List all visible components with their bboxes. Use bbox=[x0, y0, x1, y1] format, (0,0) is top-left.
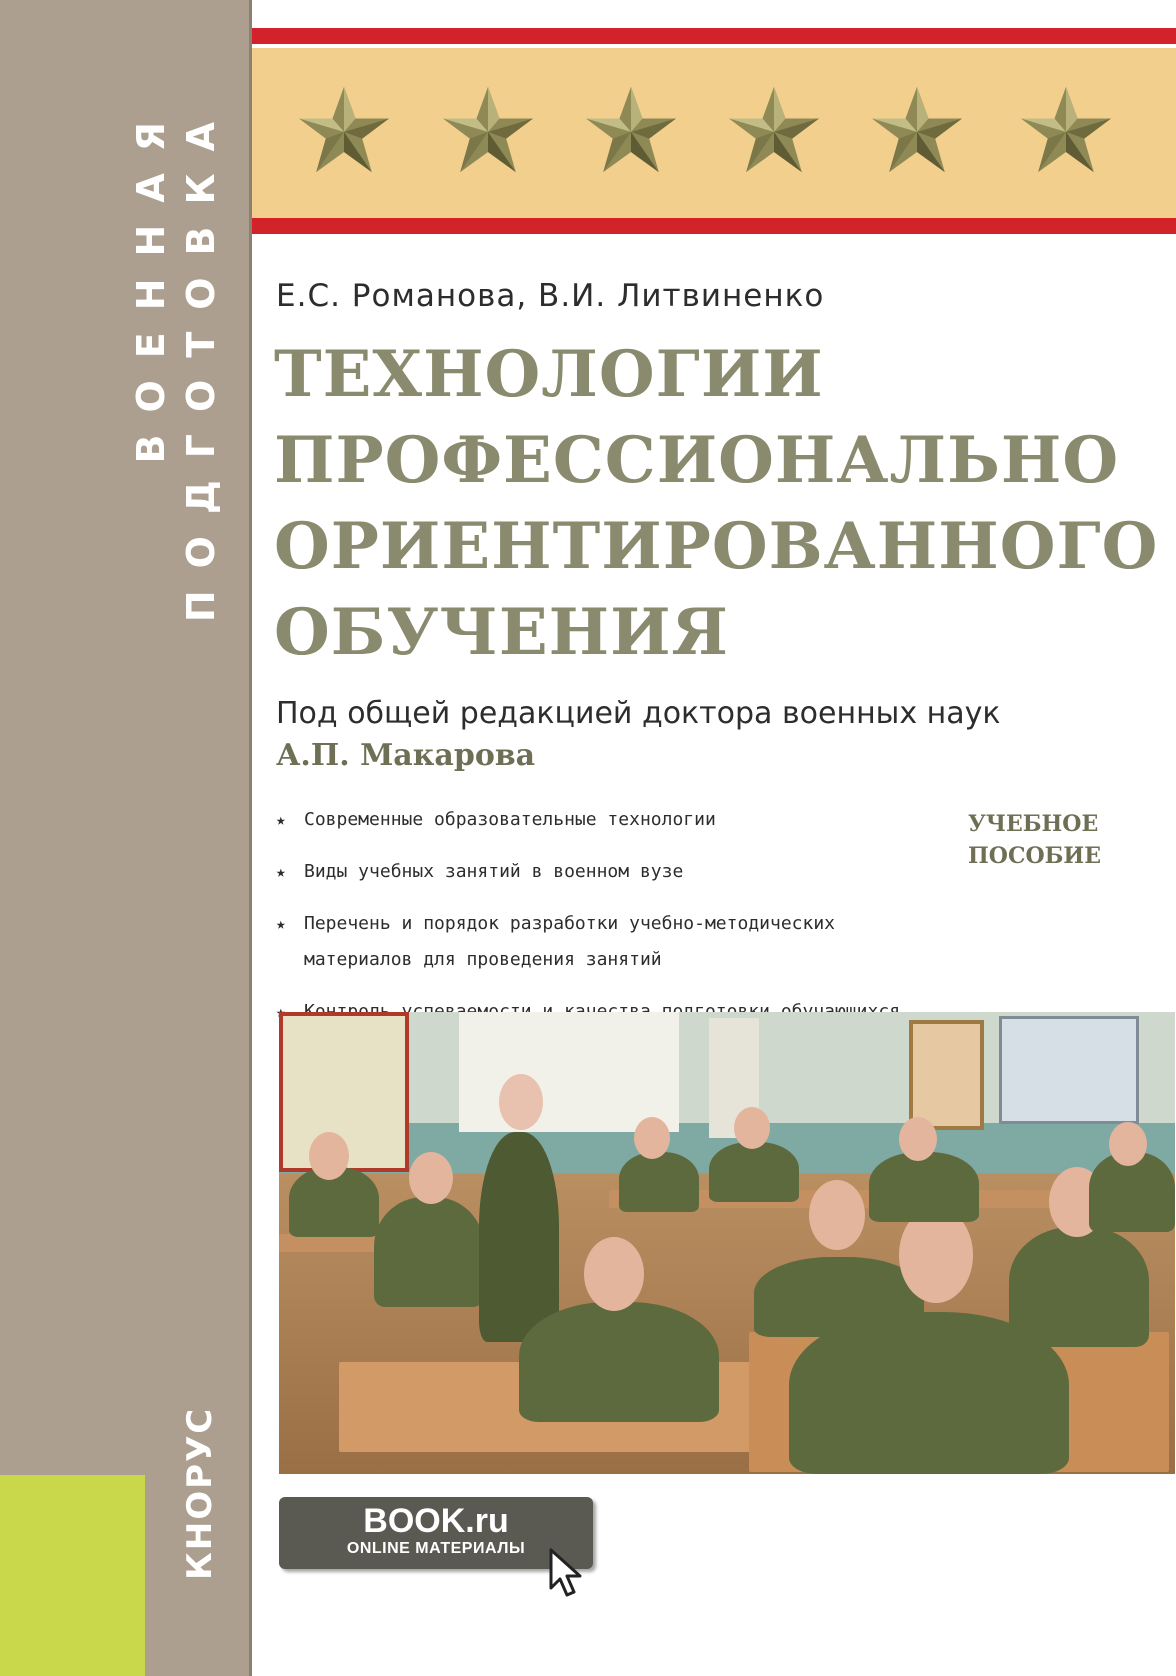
bookru-badge[interactable] bbox=[279, 1497, 593, 1569]
photo-person-head bbox=[409, 1152, 453, 1204]
photo-person bbox=[519, 1302, 719, 1422]
bookru-label: BOOK.ru bbox=[363, 1502, 509, 1540]
photo-person-head bbox=[734, 1107, 770, 1149]
photo-person-head bbox=[634, 1117, 670, 1159]
series-title-line1: ВОЕННАЯ bbox=[129, 100, 173, 464]
photo-person-head bbox=[899, 1117, 937, 1161]
feature-list bbox=[276, 802, 936, 1046]
photo-window bbox=[459, 1012, 679, 1132]
top-red-stripe bbox=[252, 28, 1176, 44]
photo-person-head bbox=[809, 1180, 865, 1250]
star-icon bbox=[869, 84, 965, 176]
editor-name: А.П. Макарова bbox=[276, 738, 536, 773]
authors: Е.С. Романова, В.И. Литвиненко bbox=[276, 278, 825, 314]
photo-person bbox=[619, 1152, 699, 1212]
cursor-icon bbox=[548, 1548, 584, 1598]
photo-person bbox=[374, 1197, 484, 1307]
photo-person bbox=[1009, 1227, 1149, 1347]
star-icon bbox=[583, 84, 679, 176]
spine-accent-block bbox=[0, 1475, 145, 1676]
series-title bbox=[126, 100, 236, 700]
book-title bbox=[274, 332, 1164, 676]
photo-person-head bbox=[584, 1237, 644, 1311]
star-icon bbox=[296, 84, 392, 176]
document-type-line: УЧЕБНОЕ bbox=[968, 811, 1099, 837]
document-type bbox=[968, 808, 1148, 872]
feature-item: ★ Виды учебных занятий в военном вузе bbox=[276, 854, 936, 890]
bottom-red-stripe bbox=[252, 218, 1176, 234]
star-icon bbox=[1018, 84, 1114, 176]
photo-person bbox=[869, 1152, 979, 1222]
document-type-line: ПОСОБИЕ bbox=[968, 843, 1101, 869]
book-title-line: ПРОФЕССИОНАЛЬНО bbox=[274, 423, 1120, 498]
series-title-line2: ПОДГОТОВКА bbox=[179, 100, 223, 623]
book-title-line: ТЕХНОЛОГИИ bbox=[274, 337, 824, 412]
classroom-photo bbox=[279, 1012, 1175, 1474]
photo-poster bbox=[999, 1016, 1139, 1124]
photo-person-head bbox=[1109, 1122, 1147, 1166]
publisher-name: КНОРУС bbox=[180, 1406, 220, 1580]
photo-person-head bbox=[499, 1074, 543, 1130]
bookru-sublabel: ONLINE МАТЕРИАЛЫ bbox=[346, 1540, 526, 1557]
star-icon bbox=[726, 84, 822, 176]
photo-poster bbox=[909, 1020, 984, 1130]
photo-person bbox=[479, 1132, 559, 1342]
book-title-line: ОБУЧЕНИЯ bbox=[274, 595, 729, 670]
editor-line: Под общей редакцией доктора военных наук bbox=[276, 696, 1001, 731]
book-title-line: ОРИЕНТИРОВАННОГО bbox=[274, 509, 1159, 584]
feature-item: ★ Перечень и порядок разработки учебно-методических материалов для проведения занятий bbox=[276, 906, 936, 978]
feature-item: ★ Современные образовательные технологии bbox=[276, 802, 936, 838]
star-icon bbox=[440, 84, 536, 176]
photo-person bbox=[709, 1142, 799, 1202]
photo-person-head bbox=[309, 1132, 349, 1180]
